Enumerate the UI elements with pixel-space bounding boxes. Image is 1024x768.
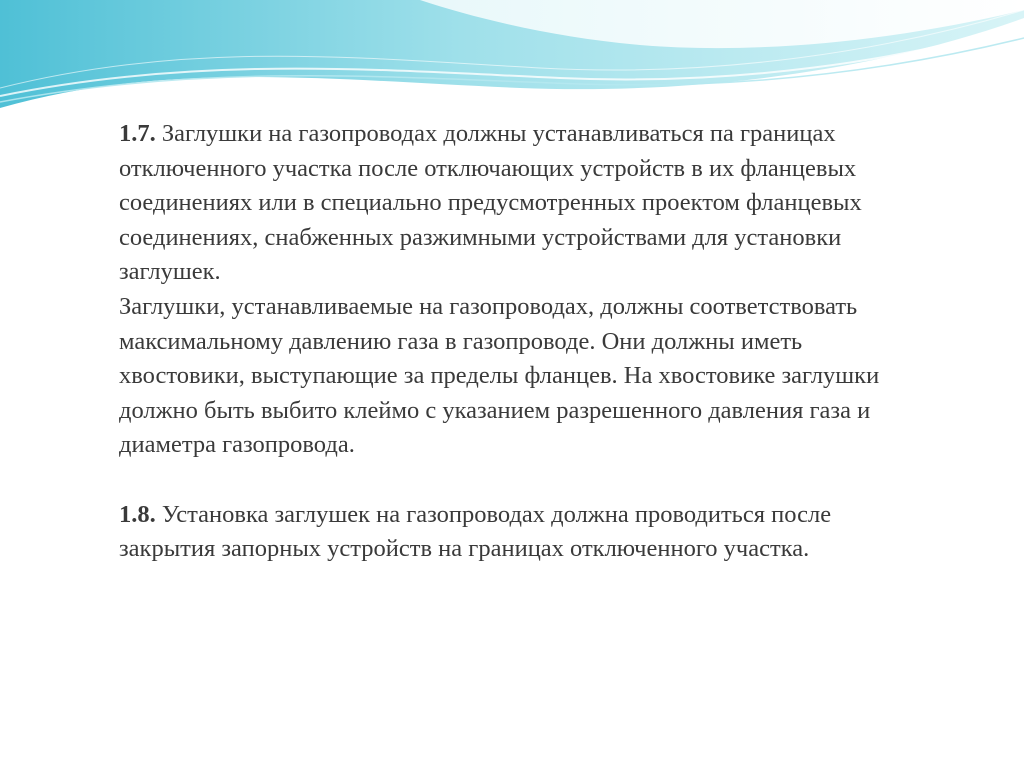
paragraph-spacer xyxy=(119,463,919,498)
paragraph-1-7 xyxy=(119,117,919,290)
section-text-1-8: Установка заглушек на газопроводах должна проводиться после закрытия запорных устройств на границах отключенного участка. xyxy=(119,500,832,563)
section-number-1-8: 1.8. xyxy=(119,500,156,528)
section-number-1-7: 1.7. xyxy=(119,120,156,147)
slide-body-text xyxy=(119,117,919,567)
paragraph-1-8 xyxy=(119,498,919,567)
section-text-1-7: Заглушки на газопроводах должны устанавливаться па границах отключенного участка после отключающих устройств в их фланцевых соединениях или в специально предусмотренных проектом фланцевых соединениях, снабженных разжимными устройствами для установки заглушек. xyxy=(119,120,862,286)
paragraph-1-7-continued: Заглушки, устанавливаемые на газопроводах, должны соответствовать максимальному давлению газа в газопроводе. Они должны иметь хвостовики, выступающие за пределы фланцев. На хвостовике заглушки должно быть выбито клеймо с указанием разрешенного давления газа и диаметра газопровода. xyxy=(119,292,880,459)
